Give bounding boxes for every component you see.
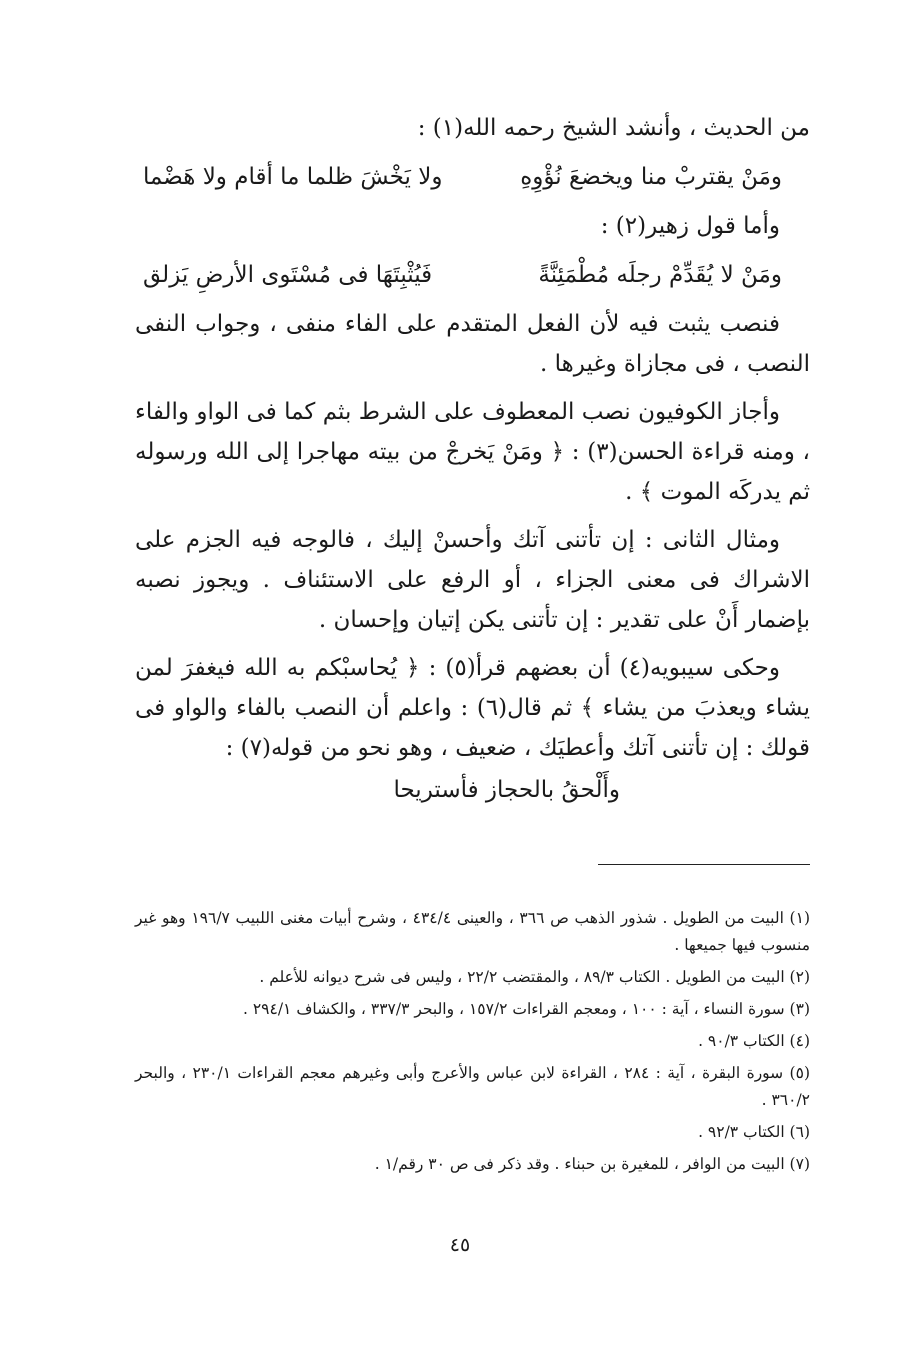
verse-3: وأَلْحقُ بالحجاز فأستريحا [393,777,620,803]
verse-2-first-hemistich: ومَنْ لا يُقَدِّمْ رجلَه مُطْمَئِنَّةً [538,262,782,288]
footnote-1: (١) البيت من الطويل . شذور الذهب ص ٣٦٦ ، والعينى ٤٣٤/٤ ، وشرح أبيات مغنى اللبيب ١٩٦/٧ وهو غير منسوب فيها جميعها . [135,909,810,954]
verse-1 [135,148,810,206]
footnote-2: (٢) البيت من الطويل . الكتاب ٨٩/٣ ، والمقتضب ٢٢/٢ ، وليس فى شرح ديوانه للأعلم . [259,968,810,986]
footnote-4: (٤) الكتاب ٩٠/٣ . [698,1032,810,1050]
paragraph-kufiyyun: وأجاز الكوفيون نصب المعطوف على الشرط بثم كما فى الواو والفاء ، ومنه قراءة الحسن(٣) : ﴿ ومَنْ يَخرجْ من بيته مهاجرا إلى الله ورسوله ثم يدركَه الموت ﴾ . [135,399,810,505]
main-text [135,108,810,812]
verse-2 [135,246,810,304]
page-number: ٤٥ [449,1234,471,1256]
paragraph-second-example: ومثال الثانى : إن تأتنى آتك وأحسنْ إليك ، فالوجه فيه الجزم على الاشراك فى معنى الجزاء ، أو الرفع على الاستئناف . ويجوز نصبه بإضمار أَنْ على تقدير : إن تأتنى يكن إتيان وإحسان . [135,527,810,633]
footnote-5: (٥) سورة البقرة ، آية : ٢٨٤ ، القراءة لابن عباس والأعرج وأبى وغيرهم معجم القراءات ٢٣٠/١ ، والبحر ٣٦٠/٢ . [135,1064,810,1109]
footnote-6: (٦) الكتاب ٩٢/٣ . [698,1123,810,1141]
verse-1-second-hemistich: ولا يَخْشَ ظلما ما أقام ولا هَضْما [143,164,443,190]
footnote-divider [598,864,810,865]
footnote-7: (٧) البيت من الوافر ، للمغيرة بن حبناء . وقد ذكر فى ص ٣٠ رقم/١ . [374,1155,810,1173]
paragraph-nasb: فنصب يثبت فيه لأن الفعل المتقدم على الفاء منفى ، وجواب النفى النصب ، فى مجازاة وغيرها . [135,311,810,377]
paragraph-zuhair: وأما قول زهير(٢) : [600,213,780,239]
paragraph-sibawayh: وحكى سيبويه(٤) أن بعضهم قرأ(٥) : ﴿ يُحاسبْكم به الله فيغفرَ لمن يشاء ويعذبَ من يشاء ﴾ ثم قال(٦) : واعلم أن النصب بالفاء والواو فى قولك : إن تأتنى آتك وأعطيَك ، ضعيف ، وهو نحو من قوله(٧) : [135,655,810,761]
verse-2-second-hemistich: فَيُثْبِتَهَا فى مُسْتَوى الأرضِ يَزلق [143,262,433,288]
paragraph-intro: من الحديث ، وأنشد الشيخ رحمه الله(١) : [417,115,810,141]
verse-1-first-hemistich: ومَنْ يقتربْ منا ويخضعَ نُؤْوِهِ [520,164,782,190]
footnote-3: (٣) سورة النساء ، آية : ١٠٠ ، ومعجم القراءات ١٥٧/٢ ، والبحر ٣٣٧/٣ ، والكشاف ٢٩٤/١ . [243,1000,810,1018]
footnotes [135,905,810,1183]
